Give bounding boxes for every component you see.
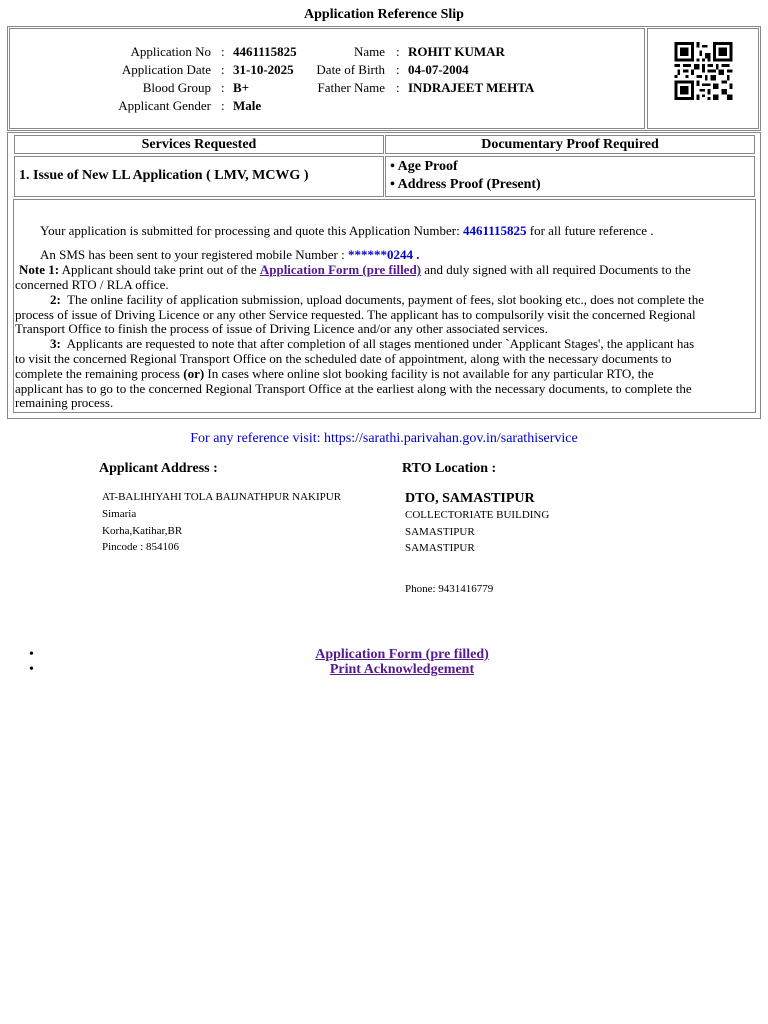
application-no-value: 4461115825: [233, 44, 297, 59]
note-1-text-end: and duly signed with all required Documents to the: [424, 262, 691, 277]
submission-text-end: for all future reference .: [529, 223, 654, 238]
application-no-label: Application No: [130, 44, 211, 59]
address-line: AT-BALIHIYAHI TOLA BAIJNATHPUR NAKIPUR: [102, 491, 342, 503]
bullet-icon: •: [29, 647, 34, 662]
note-1-label: Note 1:: [19, 262, 60, 277]
father-name-value: INDRAJEET MEHTA: [408, 80, 535, 95]
note-3-text: complete the remaining process: [15, 366, 180, 381]
dob-label: Date of Birth: [316, 62, 385, 77]
application-form-link-bottom[interactable]: Application Form (pre filled): [315, 647, 489, 662]
note-3-line-3: [15, 366, 654, 381]
rto-phone: Phone: 9431416779: [405, 583, 494, 595]
application-date-value: 31-10-2025: [233, 62, 294, 77]
bullet-icon: •: [29, 662, 34, 677]
address-line: Pincode : 854106: [102, 541, 179, 553]
note-3-line-2: to visit the concerned Regional Transport Office on the scheduled date of appointment, along with the necessary documents to: [15, 351, 672, 366]
note-3-line-1: [50, 336, 694, 351]
dob-value: 04-07-2004: [408, 62, 469, 77]
application-form-link[interactable]: Application Form (pre filled): [259, 262, 422, 277]
application-number-highlight: 4461115825: [462, 223, 527, 238]
colon: :: [221, 44, 225, 59]
rto-address-line: SAMASTIPUR: [405, 542, 475, 554]
address-line: Simaria: [102, 508, 137, 520]
colon: :: [396, 62, 400, 77]
address-line: Korha,Katihar,BR: [102, 525, 183, 537]
note-3-line-4: applicant has to go to the concerned Regional Transport Office at the earliest along with the necessary documents, to complete the: [15, 381, 692, 396]
note-3-text-end: In cases where online slot booking facility is not available for any particular RTO, the: [207, 366, 654, 381]
rto-location-heading: RTO Location :: [402, 461, 497, 476]
colon: :: [396, 44, 400, 59]
note-2-label: 2:: [50, 292, 61, 307]
gender-label: Applicant Gender: [118, 98, 211, 113]
colon: :: [221, 62, 225, 77]
page-title: Application Reference Slip: [304, 7, 464, 22]
or-label: (or): [183, 366, 205, 381]
reference-url-text: For any reference visit: https://sarathi.parivahan.gov.in/sarathiservice: [190, 431, 578, 446]
note-1: [19, 262, 691, 277]
rto-name: DTO, SAMASTIPUR: [405, 491, 535, 506]
documentary-proof-header: Documentary Proof Required: [385, 135, 755, 154]
qr-code-icon: [672, 42, 735, 104]
rto-address-line: SAMASTIPUR: [405, 526, 475, 538]
gender-value: Male: [233, 98, 262, 113]
sms-message: [40, 247, 419, 262]
blood-group-label: Blood Group: [142, 80, 211, 95]
services-requested-header: Services Requested: [14, 135, 384, 154]
note-2-line-2: process of issue of Driving Licence or any other Service requested. The applicant has to compulsorily visit the concerned Regional: [15, 307, 696, 322]
note-1-text: Applicant should take print out of the: [61, 262, 257, 277]
name-label: Name: [353, 44, 385, 59]
note-2-text: The online facility of application submission, upload documents, payment of fees, slot booking etc., does not complete the: [67, 292, 704, 307]
print-acknowledgement-link[interactable]: Print Acknowledgement: [329, 662, 475, 677]
link-row: [0, 662, 768, 678]
blood-group-value: B+: [233, 80, 250, 95]
note-1-line-2: concerned RTO / RLA office.: [15, 277, 169, 292]
rto-address-line: COLLECTORIATE BUILDING: [405, 509, 550, 521]
colon: :: [396, 80, 400, 95]
note-3-label: 3:: [50, 336, 61, 351]
colon: :: [221, 80, 225, 95]
masked-mobile-number: ******0244 .: [347, 247, 420, 262]
applicant-address-heading: Applicant Address :: [99, 461, 218, 476]
note-2-line-3: Transport Office to finish the process of issue of Driving Licence and/or any other associated services.: [15, 321, 548, 336]
service-requested-cell: 1. Issue of New LL Application ( LMV, MCWG ): [14, 156, 384, 197]
application-date-label: Application Date: [121, 62, 211, 77]
proof-item: • Address Proof (Present): [390, 177, 541, 192]
note-2-line-1: [50, 292, 704, 307]
sms-text: An SMS has been sent to your registered mobile Number :: [40, 247, 345, 262]
father-name-label: Father Name: [317, 80, 385, 95]
note-3-line-5: remaining process.: [15, 395, 114, 410]
link-row: [0, 647, 768, 663]
note-3-text: Applicants are requested to note that after completion of all stages mentioned under `Applicant Stages', the applicant has: [66, 336, 695, 351]
colon: :: [221, 98, 225, 113]
name-value: ROHIT KUMAR: [408, 44, 505, 59]
submission-text: Your application is submitted for processing and quote this Application Number:: [40, 223, 460, 238]
submission-message: [40, 223, 654, 238]
proof-item: • Age Proof: [390, 159, 458, 174]
